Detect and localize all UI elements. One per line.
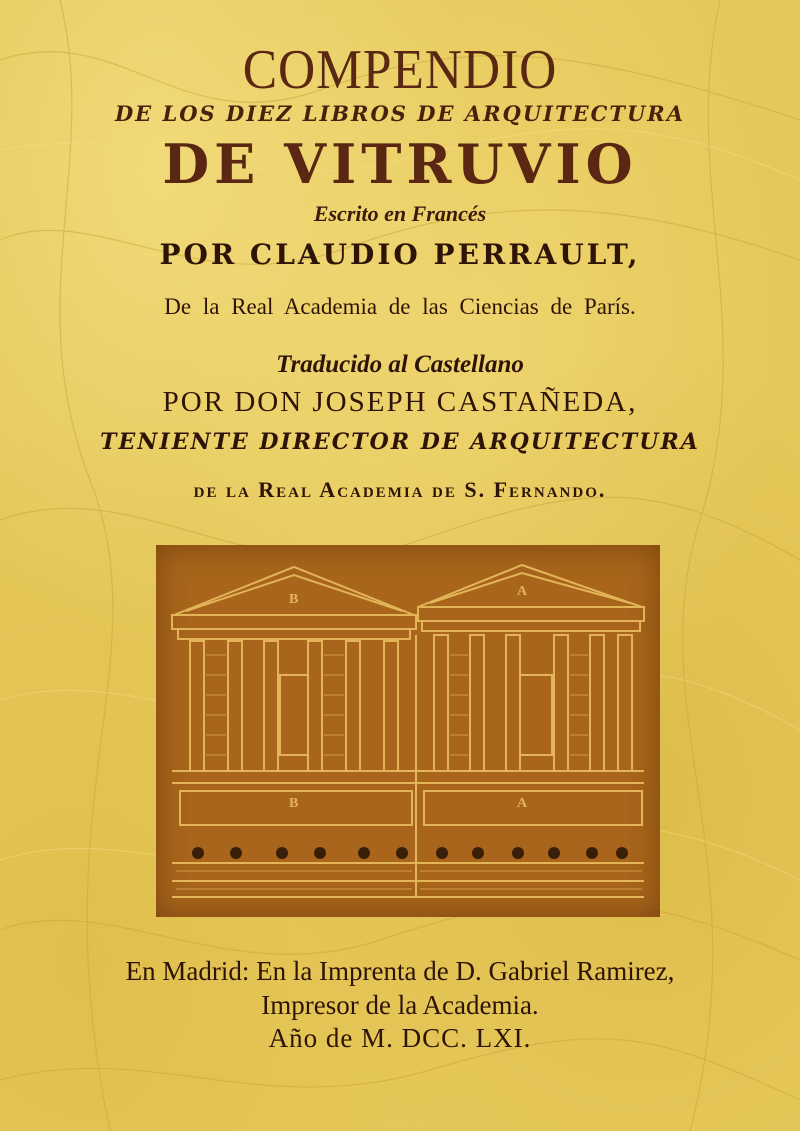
imprint-place-printer: En Madrid: En la Imprenta de D. Gabriel Ramirez, bbox=[125, 956, 675, 986]
subtitle-diez-libros: DE LOS DIEZ LIBROS DE ARQUITECTURA bbox=[114, 101, 686, 126]
translator-castaneda: POR DON JOSEPH CASTAÑEDA, bbox=[162, 386, 638, 418]
pediment-label-right: A bbox=[517, 584, 528, 599]
architectural-engraving bbox=[156, 545, 660, 917]
base-label-left: B bbox=[289, 796, 299, 811]
translator-role: TENIENTE DIRECTOR DE ARQUITECTURA bbox=[100, 429, 700, 455]
imprint-year: Año de M. DCC. LXI. bbox=[268, 1023, 532, 1053]
author-perrault: POR CLAUDIO PERRAULT, bbox=[159, 238, 641, 271]
written-in-french: Escrito en Francés bbox=[313, 201, 487, 226]
translated-label: Traducido al Castellano bbox=[276, 351, 524, 378]
imprint-printer-role: Impresor de la Academia. bbox=[261, 990, 539, 1020]
pediment-label-left: B bbox=[289, 592, 299, 607]
title-compendio: COMPENDIO bbox=[242, 39, 558, 101]
title-de-vitruvio: DE VITRUVIO bbox=[162, 132, 638, 196]
base-label-right: A bbox=[517, 796, 528, 811]
translator-academy: de la Real Academia de S. Fernando. bbox=[193, 477, 607, 502]
author-affiliation: De la Real Academia de las Ciencias de París. bbox=[164, 294, 636, 319]
